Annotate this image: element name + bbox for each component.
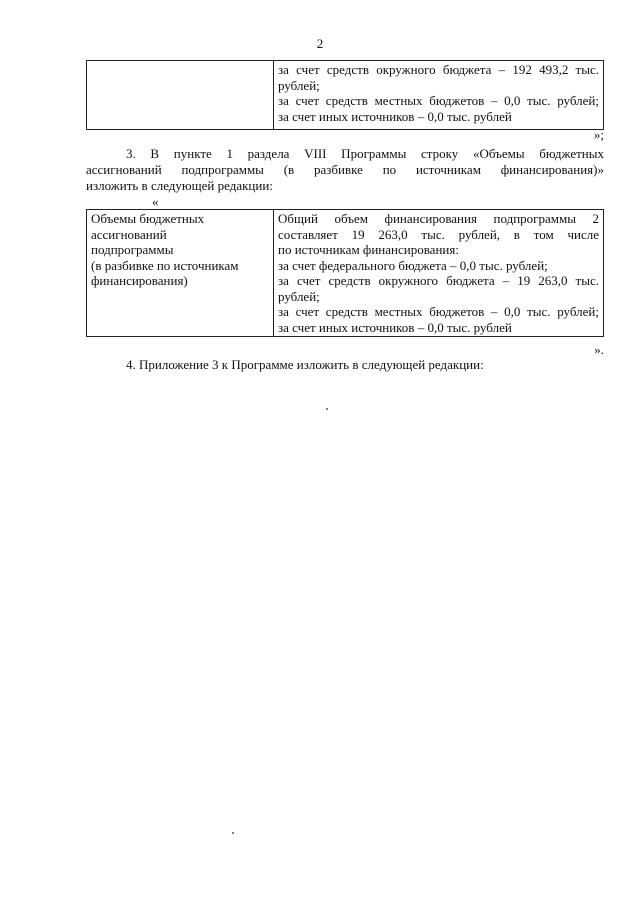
closing-quote-2: ». bbox=[594, 342, 604, 357]
funding-line-regional-cont: рублей; bbox=[278, 288, 320, 304]
funding-table-subprogram-2 bbox=[86, 209, 604, 337]
item-3-line-3: изложить в следующей редакции: bbox=[86, 178, 273, 193]
closing-quote-1: »; bbox=[593, 127, 604, 142]
scan-speck bbox=[232, 832, 234, 834]
funding-line-regional-cont: рублей; bbox=[278, 77, 320, 93]
opening-quote: « bbox=[152, 194, 159, 209]
table-cell-left bbox=[87, 210, 274, 337]
row-label-line: финансирования) bbox=[91, 273, 188, 288]
table-cell-left bbox=[87, 61, 274, 130]
item-3-line-2: ассигнований подпрограммы (в разбивке по источникам финансирования)» bbox=[86, 162, 604, 177]
item-4-paragraph: 4. Приложение 3 к Программе изложить в следующей редакции: bbox=[126, 357, 484, 372]
table-row bbox=[87, 210, 604, 337]
funding-line-local: за счет средств местных бюджетов – 0,0 тыс. рублей; bbox=[278, 93, 599, 108]
funding-line-local: за счет средств местных бюджетов – 0,0 тыс. рублей; bbox=[278, 304, 599, 319]
funding-line-regional: за счет средств окружного бюджета – 192 493,2 тыс. bbox=[278, 62, 599, 77]
page-number: 2 bbox=[316, 36, 324, 51]
funding-line-total-cont: составляет 19 263,0 тыс. рублей, в том числе bbox=[278, 226, 599, 242]
row-label-line: ассигнований bbox=[91, 226, 167, 242]
funding-line-sources: по источникам финансирования: bbox=[278, 242, 459, 257]
funding-line-other: за счет иных источников – 0,0 тыс. рублей bbox=[278, 108, 512, 124]
funding-line-federal: за счет федерального бюджета – 0,0 тыс. рублей; bbox=[278, 257, 548, 273]
row-label-line: (в разбивке по источникам bbox=[91, 257, 239, 273]
item-3-line-1: 3. В пункте 1 раздела VIII Программы строку «Объемы бюджетных bbox=[126, 146, 604, 161]
table-cell-right bbox=[274, 61, 604, 130]
table-cell-right bbox=[274, 210, 604, 337]
funding-line-total: Общий объем финансирования подпрограммы 2 bbox=[278, 211, 599, 226]
funding-line-regional: за счет средств окружного бюджета – 19 263,0 тыс. bbox=[278, 273, 599, 288]
scan-speck bbox=[326, 408, 328, 410]
item-3-paragraph bbox=[86, 146, 604, 194]
funding-table-continued bbox=[86, 60, 604, 130]
funding-line-other: за счет иных источников – 0,0 тыс. рублей bbox=[278, 319, 512, 335]
table-row bbox=[87, 61, 604, 130]
row-label-line: подпрограммы bbox=[91, 242, 174, 257]
row-label-line: Объемы бюджетных bbox=[91, 211, 205, 226]
